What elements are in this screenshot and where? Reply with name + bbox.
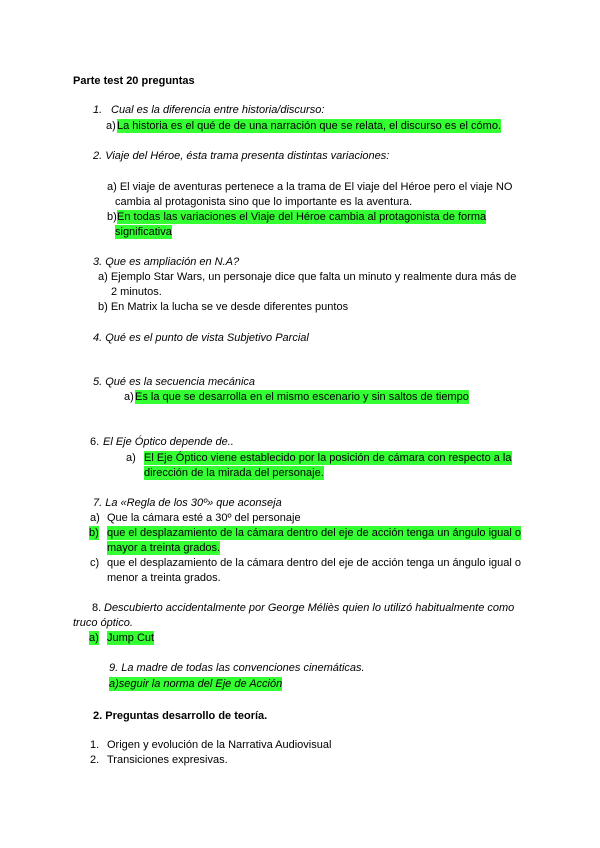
q2-option-a-line1: a) El viaje de aventuras pertenece a la trama de El viaje del Héroe pero el viaje NO bbox=[107, 181, 513, 193]
q7-b-line2: mayor a treinta grados. bbox=[107, 542, 221, 554]
q6-answer-prefix: a) bbox=[126, 452, 136, 464]
q1-answer-prefix: a) bbox=[106, 120, 116, 132]
q5-question: 5. Qué es la secuencia mecánica bbox=[93, 376, 256, 388]
section2-item-text: Transiciones expresivas. bbox=[107, 754, 228, 766]
section2-item-number: 1. bbox=[90, 739, 100, 751]
q2-question: 2. Viaje del Héroe, ésta trama presenta distintas variaciones: bbox=[93, 150, 390, 162]
q3-option-a-line2: 2 minutos. bbox=[111, 286, 162, 298]
q1-number: 1. bbox=[93, 104, 103, 116]
q6-answer-line2: dirección de la mirada del personaje. bbox=[144, 467, 324, 479]
q9-answer: a)seguir la norma del Eje de Acción bbox=[109, 678, 283, 690]
q7-b-line1: que el desplazamiento de la cámara dentro del eje de acción tenga un ángulo igual o bbox=[107, 527, 522, 539]
q7-c-prefix: c) bbox=[90, 557, 100, 569]
q3-option-b: b) En Matrix la lucha se ve desde diferentes puntos bbox=[98, 301, 349, 313]
q2-option-b-line2: significativa bbox=[115, 226, 172, 238]
q7-question: 7. La «Regla de los 30º» que aconseja bbox=[93, 497, 282, 509]
q7-b-prefix: b) bbox=[89, 527, 99, 539]
q8-question-line1: Descubierto accidentalmente por George Méliès quien lo utilizó habitualmente como bbox=[104, 602, 515, 614]
q6-question: El Eje Óptico depende de.. bbox=[103, 436, 234, 448]
section2-item-number: 2. bbox=[90, 754, 100, 766]
q1-answer: La historia es el qué de de una narración que se relata, el discurso es el cómo. bbox=[117, 120, 502, 132]
q2-option-b-prefix: b) bbox=[107, 211, 117, 223]
q6-number: 6. bbox=[90, 436, 100, 448]
q6-answer-line1: El Eje Óptico viene establecido por la posición de cámara con respecto a la bbox=[144, 452, 512, 464]
q1-question: Cual es la diferencia entre historia/discurso: bbox=[111, 104, 325, 116]
q8-answer: Jump Cut bbox=[107, 632, 155, 644]
q3-option-a-line1: a) Ejemplo Star Wars, un personaje dice que falta un minuto y realmente dura más de bbox=[98, 271, 517, 283]
q8-question-line2: truco óptico. bbox=[73, 617, 133, 629]
q5-answer: Es la que se desarrolla en el mismo escenario y sin saltos de tiempo bbox=[135, 391, 469, 403]
q7-c-line2: menor a treinta grados. bbox=[107, 572, 221, 584]
page-title: Parte test 20 preguntas bbox=[73, 75, 195, 87]
section2-title: 2. Preguntas desarrollo de teoría. bbox=[93, 710, 268, 722]
q2-option-a-line2: cambia al protagonista sino que lo importante es la aventura. bbox=[115, 196, 413, 208]
q8-number: 8. bbox=[92, 602, 102, 614]
q2-option-b-line1: En todas las variaciones el Viaje del Héroe cambia al protagonista de forma bbox=[117, 211, 487, 223]
q8-answer-prefix: a) bbox=[89, 632, 99, 644]
q7-c-line1: que el desplazamiento de la cámara dentro del eje de acción tenga un ángulo igual o bbox=[107, 557, 522, 569]
q4-question: 4. Qué es el punto de vista Subjetivo Parcial bbox=[93, 332, 309, 344]
q7-a-text: Que la cámara esté a 30º del personaje bbox=[107, 512, 301, 524]
q7-a-prefix: a) bbox=[90, 512, 100, 524]
q5-answer-prefix: a) bbox=[124, 391, 134, 403]
section2-item-text: Origen y evolución de la Narrativa Audiovisual bbox=[107, 739, 332, 751]
q9-question: 9. La madre de todas las convenciones cinemáticas. bbox=[109, 662, 365, 674]
q3-question: 3. Que es ampliación en N.A? bbox=[93, 256, 240, 268]
